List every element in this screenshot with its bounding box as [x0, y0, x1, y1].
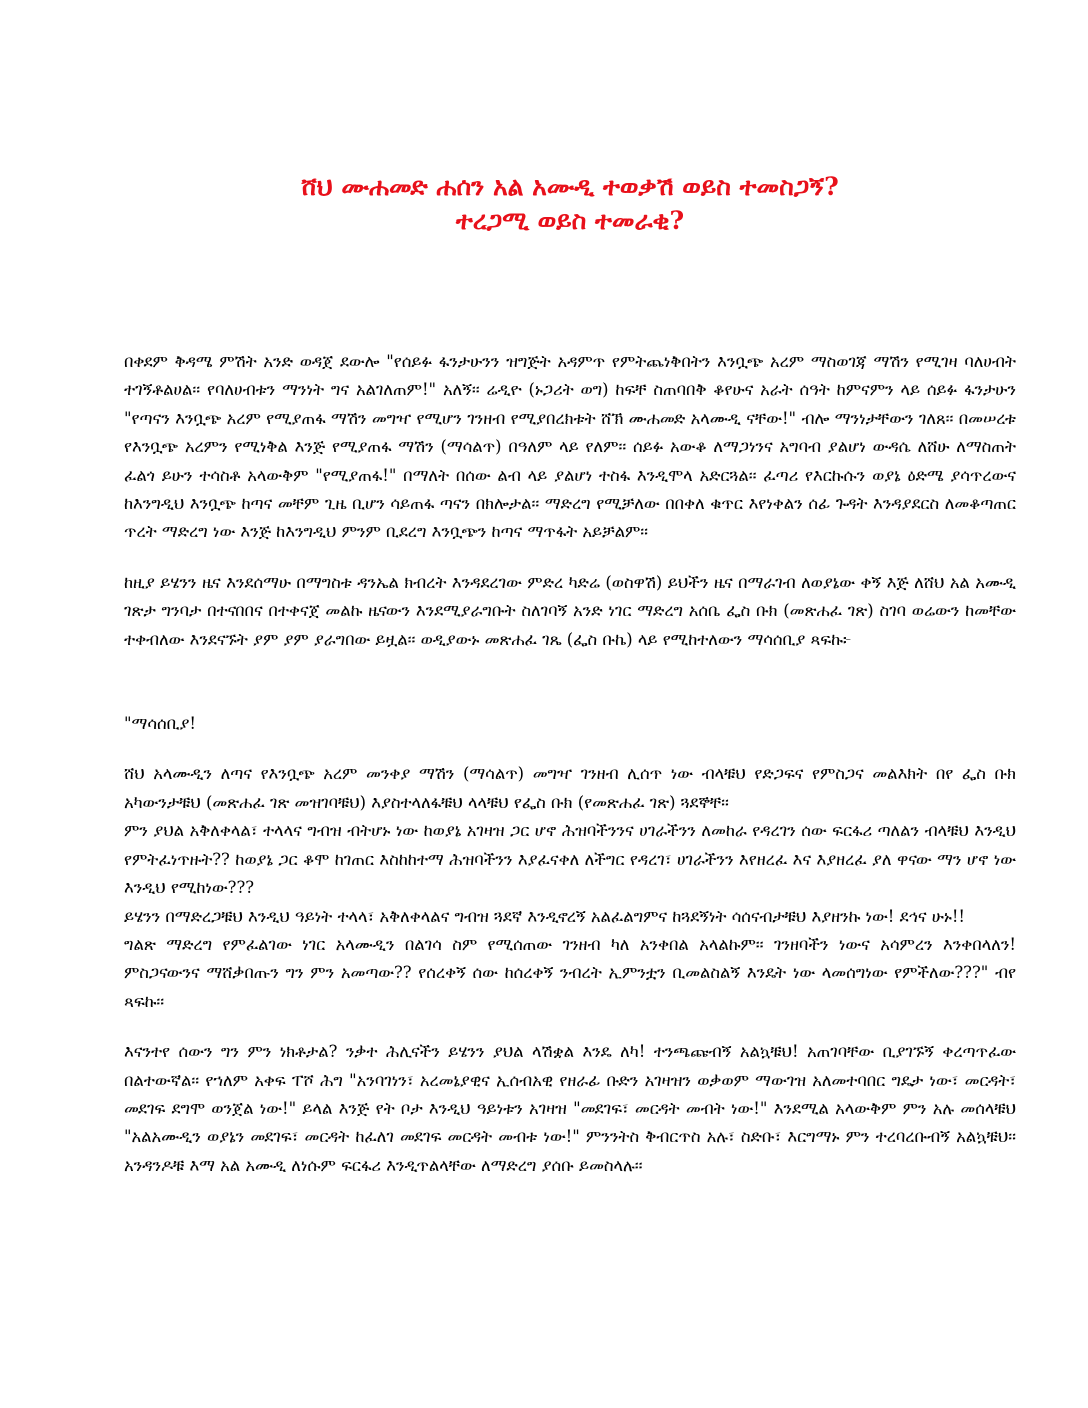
notice-line: ግልጽ ማድረግ የምፈልገው ነገር አላሙዲን በልገሳ ስም የሚሰጠው ገንዘብ ካለ አንቀበል አላልኩም፡፡ ገንዘባችን ነውና አሳምረን እንቀበላለን! ምስጋናውንና ማሸቃበጡን ግን ምን አመጣው?? የሰረቀኝ ሰው ከሰረቀኝ ንብረት ኢምንቷን ቢመልስልኝ እንዴት ነው ላመሰግነው የምችለው???" ብየ ጻፍኩ፡፡ — [124, 934, 1016, 1011]
notice-line: ይሄንን በማድረጋቹህ እንዲህ ዓይነት ተላላ፣ አቅለቀላልና ግብዝ ጓደኛ እንዲኖረኝ አልፈልግምና ከጓደኝነት ሳሰናብታቹህ እያዘንኩ ነው! ደኅና ሁኑ!! — [124, 906, 966, 926]
title-line: ተረጋሚ ወይስ ተመራቂ? — [455, 206, 685, 235]
document-page — [124, 170, 1016, 1180]
paragraph: "ማሳሰቢያ! — [124, 714, 196, 734]
paragraph: እናንተየ ሰውን ግን ምን ነክቶታል? ንቃተ ሕሊናችን ይሄንን ያህል ላሽቋል እንዴ ለካ! ተንጫጩብኝ አልኳቹህ! አጠገባቸው ቢያገኙኝ ቀረጣጥፈው በልተውኛል፡፡ የኀለም አቀፍ ፐሾ ሕግ "አንባገነን፣ አረመኔያዊና ኢሰብአዊ የዘራፊ ቡድን አገዛዝን ወቃወም ማውገዝ አለመተባበር ግዴታ ነው፣ መርዳት፣ መደገፍ ደግሞ ወንጀል ነው!" ይላል እንጅ የት ቦታ እንዲህ ዓይነቱን አገዛዝ "መደገፍ፣ መርዳት መብት ነው!" እንደሚል አላውቅም ምን አሉ መሰላቹህ "አልአሙዲን ወያኔን መደገፍ፣ መርዳት ከፈለገ መደገፍ መርዳት መብቱ ነው!" ምንንትስ ቅብርጥስ አሉ፣ ስድቡ፣ እርግማኑ ምን ተረባረቡብኝ አልኳቹህ፡፡ አንዳንዶቹ እማ አል አሙዲ ለነሱም ፍርፋሪ እንዲጥልላቸው ለማድረግ ያሰቡ ይመስላሉ፡፡ — [124, 1042, 1016, 1175]
document-title — [124, 170, 1016, 238]
paragraph: በቀደም ቅዳሜ ምሽት አንድ ወዳጀ ደውሎ "የሰይፉ ፋንታሁንን ዝግጅት አዳምጥ የምትጨነቅበትን እንቧጭ አረም ማስወገጃ ማሽን የሚገዛ ባለሀብት ተገኝቶልሀል፡፡ የባለሀብቱን ማንነት ግና አልገለጠም!" አለኝ፡፡ ሬዲዮ (ኑጋሪት ወግ) ከፍቸ ስጠባበቅ ቆየሁና አራት ሰዓት ከምናምን ላይ ሰይፉ ፋንታሁን "የጣናን እንቧጭ አረም የሚያጠፋ ማሽን መግዣ የሚሆን ገንዘብ የሚያበረክቱት ሸኽ ሙሐመድ አላሙዲ ናቸው!" ብሎ ማንነታቸውን ገለጸ፡፡ በመሠረቱ የእንቧጭ አረምን የሚነቅል እንጅ የሚያጠፋ ማሽን (ማሳልጥ) በዓለም ላይ የለም፡፡ ሰይፉ አውቆ ለማጋነንና አግባብ ያልሆነ ውዳሴ ለሸሁ ለማስጠት ፈልጎ ይሁን ተሳስቶ አላውቅም "የሚያጠፋ!" በማለት በሰው ልብ ላይ ያልሆነ ተስፋ እንዲሞላ አድርጓል፡፡ ፈጣሪ የእርኩሱን ወያኔ ዕድሜ ያሳጥረውና ከእንግዲህ እንቧጭ ከጣና መቸም ጊዜ ቢሆን ሳይጠፋ ጣናን በክሎታል፡፡ ማድረግ የሚቻለው በበቀለ ቁጥር እየነቀልን ሰፊ ጉዳት እንዳያደርስ ለመቆጣጠር ጥረት ማድረግ ነው እንጅ ከእንግዲህ ምንም ቢደረግ እንቧጭን ከጣና ማጥፋት አይቻልም፡፡ — [124, 352, 1016, 542]
notice-line: ምን ያህል አቅለቀላል፣ ተላላና ግብዝ ብትሆኑ ነው ከወያኔ አገዛዝ ጋር ሆኖ ሕዝባችንንና ሀገራችንን ለመከራ የዳረገን ሰው ፍርፋሪ ጣለልን ብላቹህ እንዲህ የምትፈነጥዙት?? ከወያኔ ጋር ቆሞ ከገጠር እስከከተማ ሕዝባችንን እያፈናቀለ ለችግር የዳረገ፣ ሀገራችንን እየዘረፈ እና እያዘረፈ ያለ ዋናው ማን ሆኖ ነው እንዲህ የሚከነው??? — [124, 821, 1016, 898]
notice-line: ሸህ አላሙዲን ለጣና የእንቧጭ አረም መንቀያ ማሽን (ማሳልጥ) መግዣ ገንዘብ ሊሰጥ ነው ብላቹህ የድጋፍና የምስጋና መልእክት በየ ፌስ ቡክ አካውንታቹህ (መጽሐፈ ገጽ መዝገባቹህ) እያስተላለፋቹህ ላላቹህ የፌስ ቡክ (የመጽሐፈ ገጽ) ጓደኞቸ፡፡ — [124, 764, 1016, 812]
quoted-notice — [124, 760, 1016, 1016]
paragraph: ከዚያ ይሄንን ዜና እንደሰማሁ በማግስቱ ዳንኤል ክብረት እንዳደረገው ምድረ ካድሬ (ወስዋሽ) ይህችን ዜና በማራገብ ለወያኔው ቀኝ እጅ ለሸህ አል አሙዲ ገጽታ ግንባታ በተናበበና በተቀናጀ መልኩ ዜናውን እንደሚያራግቡት ስለገባኝ አንድ ነገር ማድረግ አሰቤ ፌስ ቡክ (መጽሐፈ ገጽ) ስገባ ወሬውን ከመቸው ተቀብለው እንደናኙት ያም ያም ያራግበው ይዟል፡፡ ወዲያውኑ መጽሐፈ ገጼ (ፌስ ቡኬ) ላይ የሚከተለውን ማሳሰቢያ ጻፍኩ፦ — [124, 572, 1017, 649]
title-line: ሸህ ሙሐመድ ሐሰን አል አሙዲ ተወቃሽ ወይስ ተመስጋኝ? — [301, 172, 839, 201]
